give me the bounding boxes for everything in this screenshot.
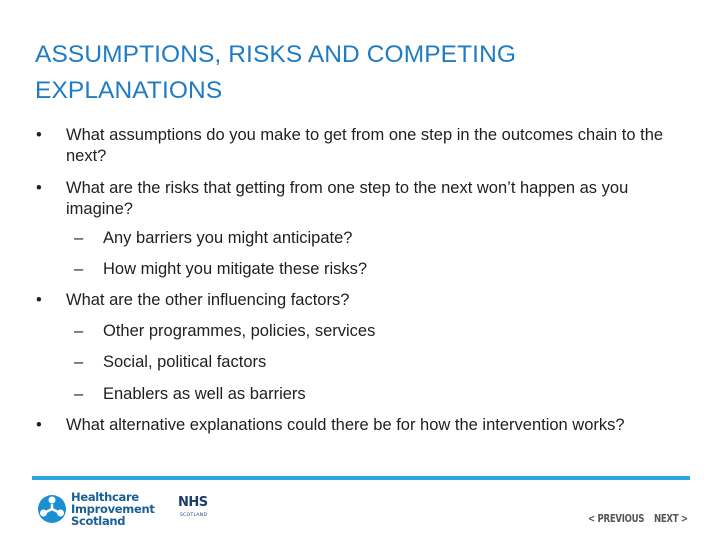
sub-bullet-marker: – bbox=[74, 385, 84, 403]
bullet-marker: • bbox=[36, 126, 42, 144]
slide-title-line2: EXPLANATIONS bbox=[35, 77, 223, 104]
bullet-item bbox=[36, 415, 686, 436]
healthcare-improvement-scotland-logo bbox=[36, 490, 166, 530]
sub-bullet-marker: – bbox=[74, 229, 84, 247]
bullet-text: What are the risks that getting from one step to the next won’t happen as you imagine? bbox=[66, 179, 629, 218]
sub-bullet-item bbox=[74, 259, 663, 280]
sub-bullet-item bbox=[74, 384, 663, 405]
nhs-logo-word: NHS bbox=[178, 495, 208, 510]
bullet-marker: • bbox=[36, 416, 42, 434]
sub-bullet-text: Any barriers you might anticipate? bbox=[103, 229, 353, 247]
his-emblem-icon bbox=[36, 492, 68, 528]
bullet-item bbox=[36, 125, 686, 167]
his-logo-line1: Healthcare bbox=[71, 490, 139, 504]
his-logo-line2: Improvement bbox=[71, 502, 155, 516]
sub-bullet-marker: – bbox=[74, 353, 84, 371]
sub-bullet-item bbox=[74, 352, 663, 373]
bullet-marker: • bbox=[36, 291, 42, 309]
bullet-item bbox=[36, 178, 686, 220]
his-logo-line3: Scotland bbox=[71, 514, 126, 528]
sub-bullet-text: Enablers as well as barriers bbox=[103, 385, 306, 403]
bullet-text: What are the other influencing factors? bbox=[66, 291, 350, 309]
next-button[interactable]: NEXT > bbox=[654, 512, 688, 525]
his-logo-text bbox=[71, 491, 155, 527]
sub-bullet-text: How might you mitigate these risks? bbox=[103, 260, 368, 278]
bullet-marker: • bbox=[36, 179, 42, 197]
bullet-text: What assumptions do you make to get from one step in the outcomes chain to the next? bbox=[66, 126, 664, 165]
slide-title-line1: ASSUMPTIONS, RISKS AND COMPETING bbox=[35, 41, 517, 68]
sub-bullet-marker: – bbox=[74, 260, 84, 278]
sub-bullet-item bbox=[74, 321, 663, 342]
bullet-text: What alternative explanations could there be for how the intervention works? bbox=[66, 416, 625, 434]
sub-bullet-text: Social, political factors bbox=[103, 353, 267, 371]
nhs-scotland-logo bbox=[178, 496, 214, 526]
previous-button[interactable]: < PREVIOUS bbox=[588, 512, 645, 525]
sub-bullet-text: Other programmes, policies, services bbox=[103, 322, 376, 340]
footer-divider bbox=[32, 476, 690, 480]
sub-bullet-marker: – bbox=[74, 322, 84, 340]
nhs-logo-sub: SCOTLAND bbox=[180, 513, 208, 518]
sub-bullet-item bbox=[74, 228, 663, 249]
bullet-item bbox=[36, 290, 686, 311]
